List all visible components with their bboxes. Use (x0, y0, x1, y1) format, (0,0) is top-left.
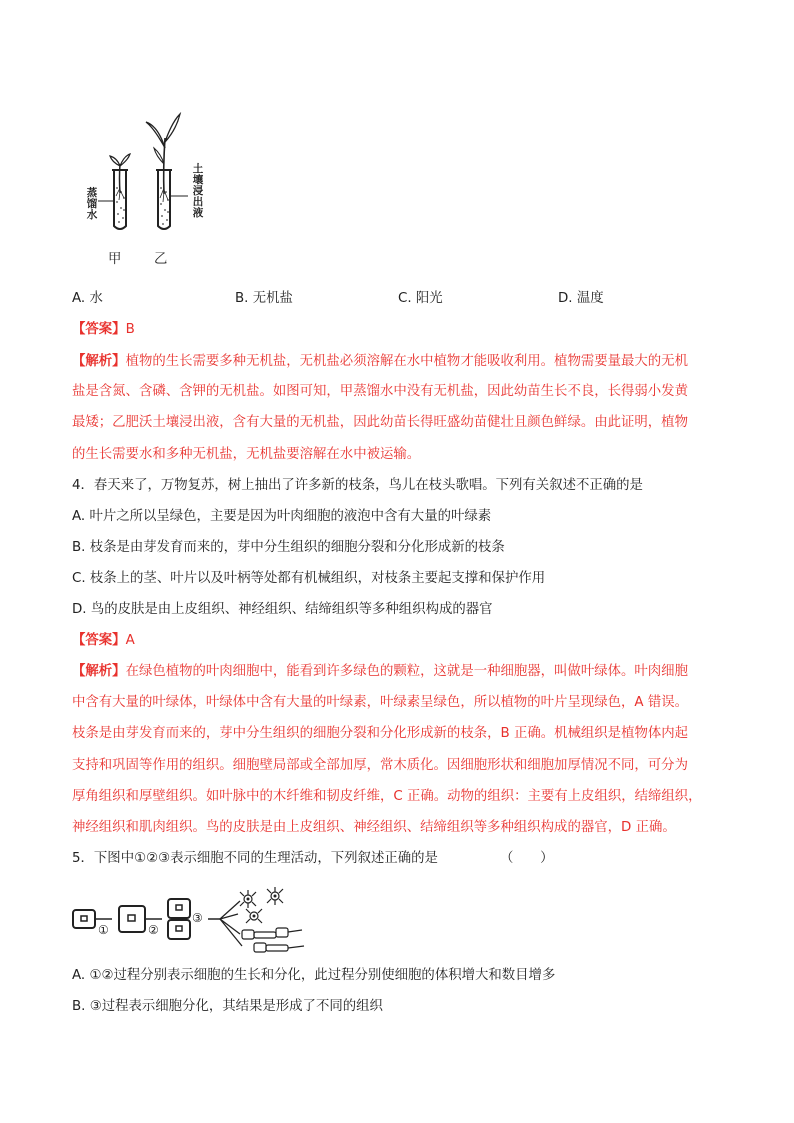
q5-paren: （ ） (500, 851, 554, 866)
test-tube-figure (84, 108, 224, 278)
q4-analysis-line (72, 662, 688, 682)
q3-option-c: C. 阳光 (398, 291, 443, 306)
q4-option-d: D. 鸟的皮肤是由上皮组织、神经组织、结缔组织等多种组织构成的器官 (72, 602, 493, 617)
q4-analysis-line: 枝条是由芽发育而来的，芽中分生组织的细胞分裂和分化形成新的枝条，B 正确。机械组织是植物体内起 (72, 726, 689, 741)
q3-option-b: B. 无机盐 (235, 291, 293, 306)
q4-analysis-line: 中含有大量的叶绿体，叶绿体中含有大量的叶绿素，叶绿素呈绿色，所以植物的叶片呈现绿色，A 错误。 (72, 695, 688, 710)
q4-option-c: C. 枝条上的茎、叶片以及叶柄等处都有机械组织，对枝条主要起支撑和保护作用 (72, 571, 546, 586)
q5-stem: 5．下图中①②③表示细胞不同的生理活动，下列叙述正确的是 (72, 851, 438, 866)
analysis-tag: 【解析】 (72, 664, 126, 679)
answer-tag: 【答案】 (72, 633, 126, 648)
q4-answer (72, 631, 135, 651)
q3-answer (72, 320, 135, 340)
q5-option-b: B. ③过程表示细胞分化，其结果是形成了不同的组织 (72, 999, 383, 1014)
analysis-text: 在绿色植物的叶肉细胞中，能看到许多绿色的颗粒，这就是一种细胞器，叫做叶绿体。叶肉细胞 (125, 664, 688, 679)
q4-analysis-line: 厚角组织和厚壁组织。如叶脉中的木纤维和韧皮纤维，C 正确。动物的组织：主要有上皮组织，结缔组织， (72, 789, 702, 804)
right-tube-label: 土壤浸出液 (192, 163, 204, 219)
q3-analysis-line: 最矮；乙肥沃土壤浸出液，含有大量的无机盐，因此幼苗长得旺盛幼苗健壮且颜色鲜绿。由此证明，植物 (72, 415, 688, 430)
answer-value: B (125, 322, 135, 337)
q4-analysis-line: 神经组织和肌肉组织。鸟的皮肤是由上皮组织、神经组织、结缔组织等多种组织构成的器官，D 正确。 (72, 820, 676, 835)
q4-analysis-line: 支持和巩固等作用的组织。细胞壁局部或全部加厚，常木质化。因细胞形状和细胞加厚情况不同，可分为 (72, 758, 688, 773)
caption-jia: 甲 (108, 252, 122, 267)
left-tube-label: 蒸馏水 (86, 187, 98, 221)
analysis-text: 植物的生长需要多种无机盐，无机盐必须溶解在水中植物才能吸收利用。植物需要量最大的无机 (125, 354, 688, 369)
q3-option-a: A. 水 (72, 291, 103, 306)
q3-analysis-line (72, 352, 688, 372)
step-label-3: ③ (192, 911, 203, 925)
q3-analysis-line: 的生长需要水和多种无机盐，无机盐要溶解在水中被运输。 (72, 447, 421, 462)
caption-yi: 乙 (154, 252, 168, 267)
q3-analysis-line: 盐是含氮、含磷、含钾的无机盐。如图可知，甲蒸馏水中没有无机盐，因此幼苗生长不良，长得弱小发黄 (72, 384, 688, 399)
analysis-tag: 【解析】 (72, 354, 126, 369)
cell-process-figure (70, 886, 310, 956)
q3-option-d: D. 温度 (558, 291, 604, 306)
q4-option-b: B. 枝条是由芽发育而来的，芽中分生组织的细胞分裂和分化形成新的枝条 (72, 540, 505, 555)
step-label-1: ① (98, 923, 109, 937)
q4-option-a: A. 叶片之所以呈绿色，主要是因为叶肉细胞的液泡中含有大量的叶绿素 (72, 509, 492, 524)
q5-option-a: A. ①②过程分别表示细胞的生长和分化，此过程分别使细胞的体积增大和数目增多 (72, 968, 556, 983)
answer-value: A (125, 633, 135, 648)
answer-tag: 【答案】 (72, 322, 126, 337)
step-label-2: ② (148, 923, 159, 937)
q4-stem: 4．春天来了，万物复苏，树上抽出了许多新的枝条，鸟儿在枝头歌唱。下列有关叙述不正确的是 (72, 478, 643, 493)
